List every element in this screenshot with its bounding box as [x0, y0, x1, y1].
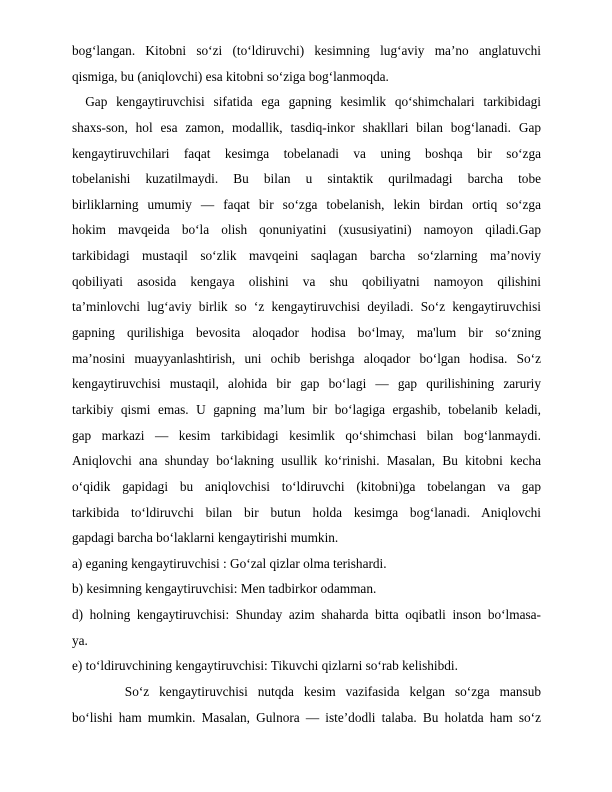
text-line: tarkibida to‘ldiruvchi bilan bir butun holda kesimga bog‘lanadi. Aniqlovchi — [72, 504, 541, 520]
document-body-text — [72, 38, 541, 730]
text-line: Gap kengaytiruvchisi sifatida ega gapning kesimlik qo‘shimchalari tarkibidagi — [85, 94, 541, 110]
text-line: So‘z kengaytiruvchisi nutqda kesim vazifasida kelgan so‘zga mansub — [124, 684, 541, 700]
text-line: kengaytiruvchilari faqat kesimga tobelanadi va uning boshqa bir so‘zga — [72, 145, 541, 161]
text-line: tarkibiy qismi emas. U gapning ma’lum bir bo‘lagiga ergashib, tobelanib keladi, — [72, 401, 541, 417]
text-line: Aniqlovchi ana shunday bo‘lakning usullik ko‘rinishi. Masalan, Bu kitobni kecha — [72, 453, 541, 469]
text-line: kengaytiruvchisi mustaqil, alohida bir gap bo‘lagi — gap qurilishining zaruriy — [72, 376, 541, 392]
text-line: a) eganing kengaytiruvchisi : Go‘zal qizlar olma terishardi. — [72, 555, 387, 571]
text-line: o‘qidik gapidagi bu aniqlovchisi to‘ldiruvchi (kitobni)ga tobelangan va gap — [72, 478, 541, 494]
text-line: hokim mavqeida bo‘la olish qonuniyatini (xususiyatini) namoyon qiladi.Gap — [72, 222, 541, 238]
text-line: tarkibidagi mustaqil so‘zlik mavqeini saqlagan barcha so‘zlarning ma’noviy — [72, 248, 541, 264]
text-line: ma’nosini muayyanlashtirish, uni ochib berishga aloqador bo‘lgan hodisa. So‘z — [72, 350, 541, 366]
text-line: qobiliyati asosida kengaya olishini va shu qobiliyatni namoyon qilishini — [72, 273, 541, 289]
text-line: gap markazi — kesim tarkibidagi kesimlik qo‘shimchasi bilan bog‘lanmaydi. — [72, 427, 541, 443]
text-line: shaxs-son, hol esa zamon, modallik, tasdiq-inkor shakllari bilan bog‘lanadi. Gap — [72, 119, 541, 135]
text-line: ta’minlovchi lug‘aviy birlik so ‘z kengaytiruvchisi deyiladi. So‘z kengaytiruvchisi — [72, 299, 541, 315]
text-line: d) holning kengaytiruvchisi: Shunday azim shaharda bitta oqibatli inson bo‘lmasa- — [72, 607, 541, 623]
text-line: ya. — [72, 632, 88, 648]
text-line: gapning qurilishiga bevosita aloqador hodisa bo‘lmay, ma'lum bir so‘zning — [72, 325, 541, 341]
text-line: bo‘lishi ham mumkin. Masalan, Gulnora — iste’dodli talaba. Bu holatda ham so‘z — [72, 709, 541, 725]
text-line: qismiga, bu (aniqlovchi) esa kitobni so‘ziga bog‘lanmoqda. — [72, 68, 389, 84]
text-line: bog‘langan. Kitobni so‘zi (to‘ldiruvchi) kesimning lug‘aviy ma’no anglatuvchi — [72, 43, 541, 58]
text-line: e) to‘ldiruvchining kengaytiruvchisi: Tikuvchi qizlarni so‘rab kelishibdi. — [72, 658, 458, 674]
text-line: tobelanishi kuzatilmaydi. Bu bilan u sintaktik qurilmadagi barcha tobe — [72, 171, 541, 187]
text-line: birliklarning umumiy — faqat bir so‘zga tobelanish, lekin birdan ortiq so‘zga — [72, 196, 541, 212]
text-line: gapdagi barcha bo‘laklarni kengaytirishi mumkin. — [72, 530, 339, 546]
text-line: b) kesimning kengaytiruvchisi: Men tadbirkor odamman. — [72, 581, 377, 597]
